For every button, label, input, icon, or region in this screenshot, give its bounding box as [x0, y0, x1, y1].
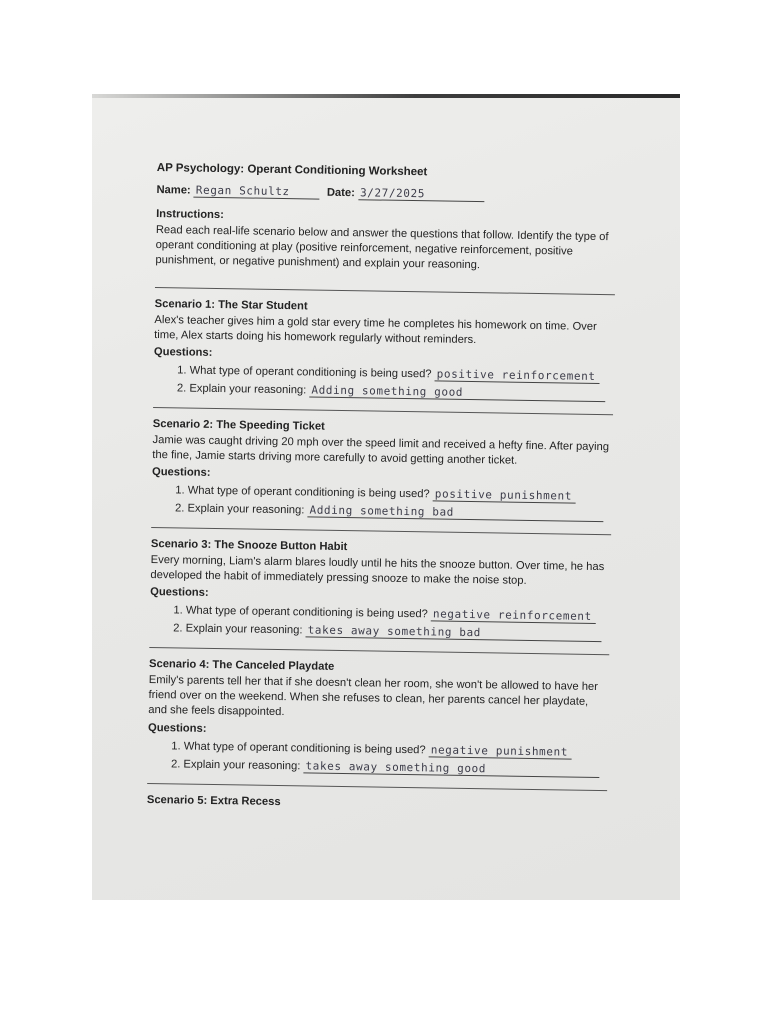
answer-reason-field[interactable]: Adding something good	[309, 383, 605, 402]
photo-frame	[92, 94, 680, 900]
scenario-1-questions-label: Questions:	[153, 346, 213, 359]
divider	[151, 527, 611, 535]
answer-reason-field[interactable]: Adding something bad	[307, 503, 603, 522]
scenario-1-text: Alex's teacher gives him a gold star every time he completes his homework on time. Over time, Alex starts doing his homework regularly without reminders.	[154, 314, 597, 347]
scenario-1-title: Scenario 1: The Star Student	[154, 298, 308, 313]
question-reason-text: Explain your reasoning:	[187, 502, 305, 517]
question-type-text: What type of operant conditioning is being used?	[187, 484, 430, 501]
instructions-text: Read each real-life scenario below and answer the questions that follow. Identify the type of operant conditioning at play (positive reinforcement, negative reinforcement, positive punishment, or negative punishment) and explain your reasoning.	[155, 224, 609, 272]
divider	[147, 783, 607, 791]
name-date-row	[156, 183, 576, 205]
worksheet-page	[92, 94, 680, 900]
answer-reason-field[interactable]: takes away something bad	[306, 623, 602, 642]
name-field[interactable]: Regan Schultz	[194, 184, 320, 200]
scenario-3-title: Scenario 3: The Snooze Button Habit	[150, 537, 348, 554]
answer-type-field[interactable]: negative reinforcement	[431, 607, 596, 624]
scenario-3-questions-label: Questions:	[150, 585, 209, 599]
scenario-3-text: Every morning, Liam's alarm blares loudly until he hits the snooze button. Over time, he has developed the habit of immediately pressing snooze to make the noise stop.	[150, 553, 605, 587]
question-reason-text: Explain your reasoning:	[183, 758, 301, 773]
divider	[155, 287, 615, 295]
question-reason-text: Explain your reasoning:	[185, 622, 303, 637]
date-field[interactable]: 3/27/2025	[358, 186, 484, 202]
scenario-4-questions	[147, 737, 654, 781]
scenario-2-title: Scenario 2: The Speeding Ticket	[152, 417, 325, 433]
worksheet-title: AP Psychology: Operant Conditioning Worksheet	[156, 162, 428, 179]
answer-type-field[interactable]: positive reinforcement	[435, 367, 600, 384]
scenario-5-title: Scenario 5: Extra Recess	[146, 793, 281, 809]
scenario-2-text: Jamie was caught driving 20 mph over the speed limit and received a hefty fine. After paying the fine, Jamie starts driving more carefully to avoid getting another ticket.	[152, 433, 610, 467]
scenario-4-text: Emily's parents tell her that if she doesn't clean her room, she won't be allowed to have her friend over on the weekend. When she refuses to clean, her parents cancel her playdate, and she feels disappointed.	[148, 673, 599, 719]
scenario-4-questions-label: Questions:	[147, 721, 207, 735]
scenario-4-title: Scenario 4: The Canceled Playdate	[148, 657, 335, 673]
answer-type-field[interactable]: negative punishment	[429, 743, 572, 759]
answer-type-field[interactable]: positive punishment	[433, 487, 576, 503]
date-label: Date:	[326, 186, 355, 200]
instructions-heading: Instructions:	[156, 208, 224, 222]
divider	[149, 647, 609, 655]
question-type-text: What type of operant conditioning is being used?	[189, 364, 432, 381]
answer-reason-field[interactable]: takes away something good	[303, 759, 599, 778]
name-label: Name:	[156, 184, 191, 197]
divider	[153, 407, 613, 415]
question-reason-text: Explain your reasoning:	[189, 382, 307, 397]
scenario-1-questions	[153, 361, 660, 405]
scenario-2-questions	[151, 481, 658, 525]
question-type-text: What type of operant conditioning is being used?	[185, 604, 428, 621]
question-type-text: What type of operant conditioning is being used?	[183, 740, 426, 757]
scenario-3-questions	[149, 601, 656, 645]
scenario-2-questions-label: Questions:	[151, 465, 211, 479]
